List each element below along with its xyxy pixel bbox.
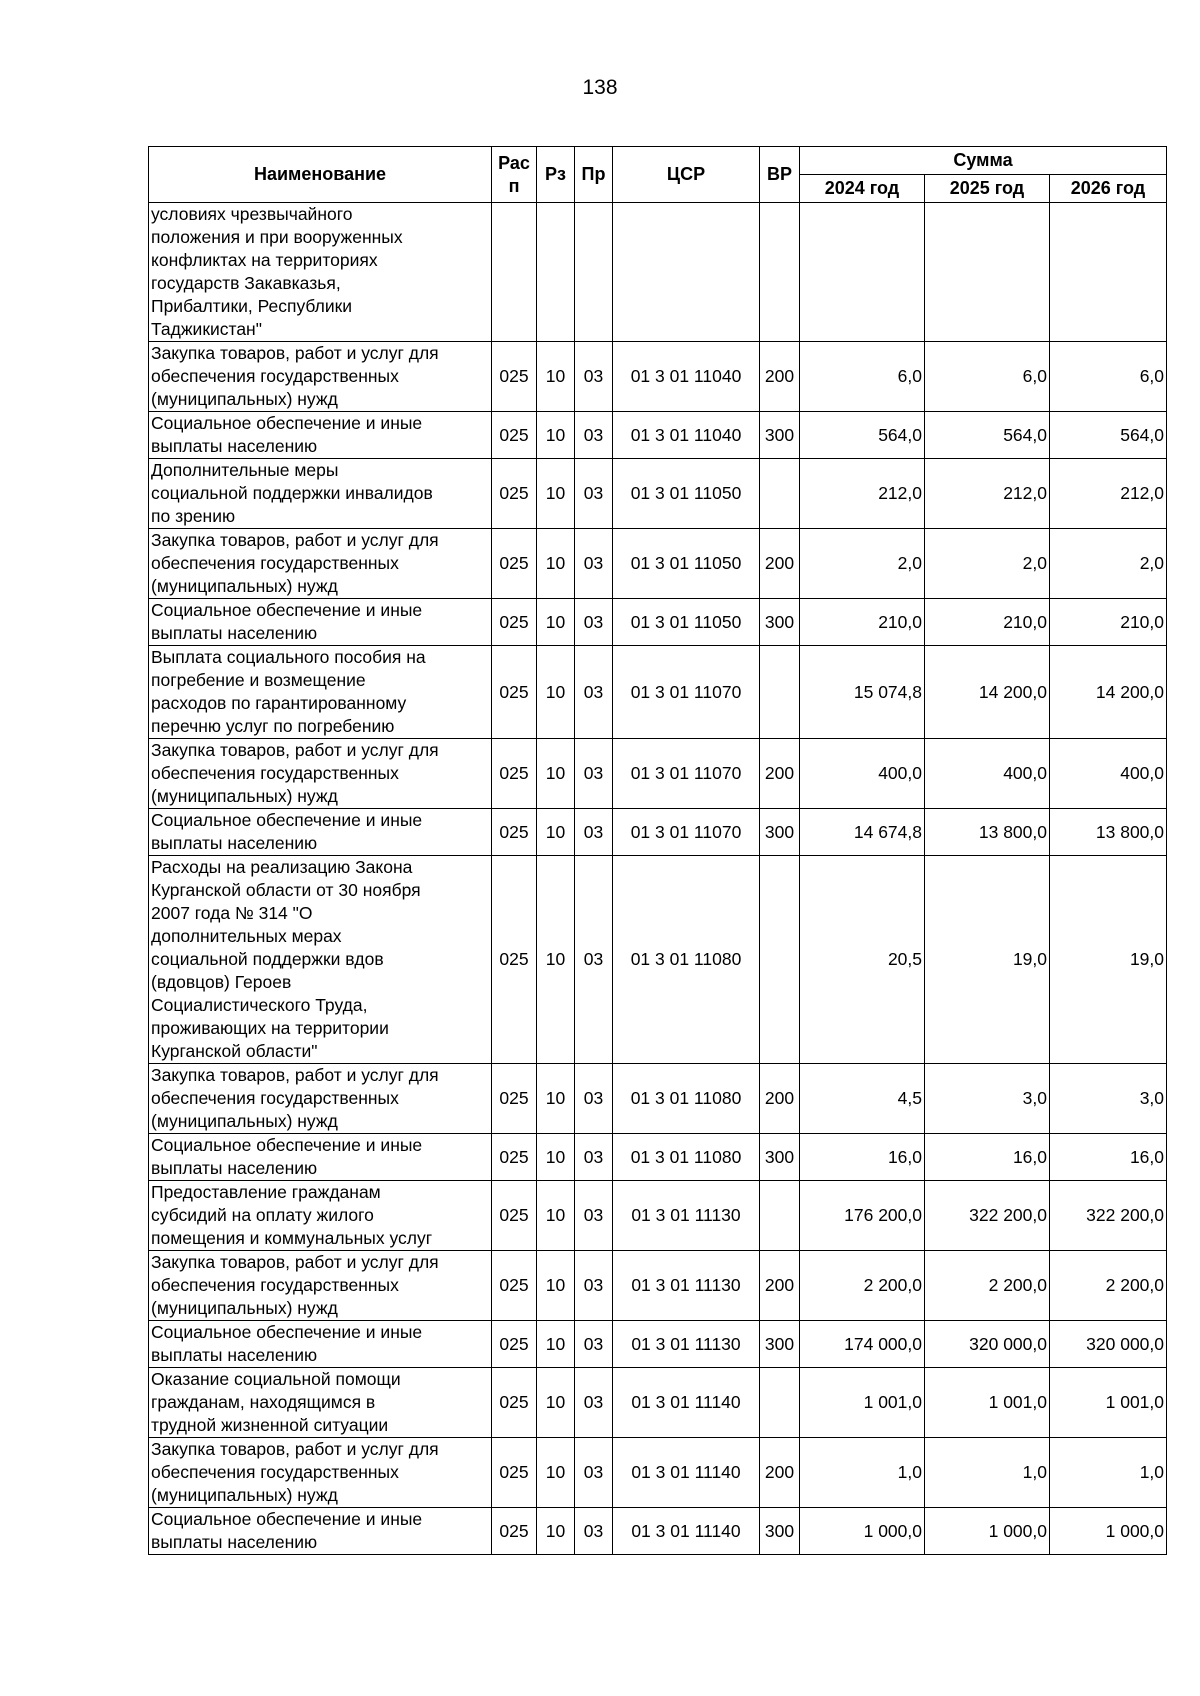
table-row <box>149 1508 1167 1555</box>
cell-vr: 300 <box>760 809 800 856</box>
cell-sum-2024: 1 000,0 <box>800 1508 925 1555</box>
cell-name-line: обеспечения государственных <box>151 553 399 573</box>
table-row <box>149 342 1167 412</box>
cell-sum-2024: 14 674,8 <box>800 809 925 856</box>
cell-sum-2024: 6,0 <box>800 342 925 412</box>
cell-name <box>149 809 492 856</box>
cell-pr: 03 <box>575 1438 613 1508</box>
cell-sum-2024: 210,0 <box>800 599 925 646</box>
cell-name <box>149 342 492 412</box>
cell-csr: 01 3 01 11070 <box>613 739 760 809</box>
cell-rasp: 025 <box>492 1251 537 1321</box>
cell-vr: 300 <box>760 412 800 459</box>
cell-name-line: выплаты населению <box>151 1532 318 1552</box>
cell-name-line: Социальное обеспечение и иные <box>151 810 423 830</box>
table-row <box>149 599 1167 646</box>
cell-sum-2025: 320 000,0 <box>925 1321 1050 1368</box>
cell-pr: 03 <box>575 529 613 599</box>
header-sum: Сумма <box>800 147 1167 175</box>
cell-rz: 10 <box>537 1368 575 1438</box>
cell-name-line: Таджикистан" <box>151 319 262 339</box>
cell-rasp: 025 <box>492 342 537 412</box>
cell-sum-2025: 210,0 <box>925 599 1050 646</box>
cell-sum-2025: 2,0 <box>925 529 1050 599</box>
table-row <box>149 412 1167 459</box>
cell-sum-2026: 400,0 <box>1050 739 1167 809</box>
cell-rasp: 025 <box>492 529 537 599</box>
cell-name <box>149 856 492 1064</box>
cell-rasp: 025 <box>492 1321 537 1368</box>
cell-pr: 03 <box>575 809 613 856</box>
cell-name-line: выплаты населению <box>151 1158 318 1178</box>
cell-pr: 03 <box>575 1251 613 1321</box>
cell-name-line: проживающих на территории <box>151 1018 389 1038</box>
cell-sum-2024: 212,0 <box>800 459 925 529</box>
cell-name-line: Курганской области от 30 ноября <box>151 880 421 900</box>
cell-csr: 01 3 01 11070 <box>613 646 760 739</box>
table-row <box>149 529 1167 599</box>
cell-sum-2025: 1 000,0 <box>925 1508 1050 1555</box>
header-rasp-line1: Рас <box>498 152 530 173</box>
cell-sum-2024: 1 001,0 <box>800 1368 925 1438</box>
budget-table <box>148 146 1167 1555</box>
cell-csr: 01 3 01 11140 <box>613 1508 760 1555</box>
cell-name-line: (вдовцов) Героев <box>151 972 292 992</box>
cell-sum-2025: 13 800,0 <box>925 809 1050 856</box>
cell-sum-2025: 2 200,0 <box>925 1251 1050 1321</box>
cell-sum-2026: 2 200,0 <box>1050 1251 1167 1321</box>
cell-sum-2025: 1 001,0 <box>925 1368 1050 1438</box>
cell-name-line: Прибалтики, Республики <box>151 296 353 316</box>
table-row <box>149 1181 1167 1251</box>
cell-name-line: условиях чрезвычайного <box>151 204 353 224</box>
cell-sum-2024: 16,0 <box>800 1134 925 1181</box>
cell-name-line: гражданам, находящимся в <box>151 1392 376 1412</box>
cell-vr <box>760 646 800 739</box>
cell-rz <box>537 203 575 342</box>
cell-name-line: обеспечения государственных <box>151 763 399 783</box>
cell-name-line: государств Закавказья, <box>151 273 341 293</box>
cell-rasp: 025 <box>492 809 537 856</box>
cell-vr: 200 <box>760 1438 800 1508</box>
cell-name-line: помещения и коммунальных услуг <box>151 1228 433 1248</box>
cell-sum-2026: 13 800,0 <box>1050 809 1167 856</box>
cell-pr: 03 <box>575 342 613 412</box>
cell-sum-2026: 6,0 <box>1050 342 1167 412</box>
cell-sum-2024: 564,0 <box>800 412 925 459</box>
header-csr: ЦСР <box>613 147 760 203</box>
cell-sum-2026: 14 200,0 <box>1050 646 1167 739</box>
cell-rasp: 025 <box>492 1134 537 1181</box>
cell-rasp: 025 <box>492 646 537 739</box>
cell-name <box>149 1368 492 1438</box>
cell-sum-2024: 174 000,0 <box>800 1321 925 1368</box>
cell-csr: 01 3 01 11050 <box>613 529 760 599</box>
cell-pr: 03 <box>575 412 613 459</box>
cell-csr: 01 3 01 11140 <box>613 1368 760 1438</box>
cell-csr: 01 3 01 11050 <box>613 459 760 529</box>
cell-name-line: погребение и возмещение <box>151 670 366 690</box>
cell-name <box>149 459 492 529</box>
cell-rasp: 025 <box>492 1508 537 1555</box>
header-rz: Рз <box>537 147 575 203</box>
header-vr: ВР <box>760 147 800 203</box>
table-row <box>149 1438 1167 1508</box>
cell-csr: 01 3 01 11130 <box>613 1181 760 1251</box>
cell-name-line: Предоставление гражданам <box>151 1182 381 1202</box>
header-pr: Пр <box>575 147 613 203</box>
cell-name-line: Оказание социальной помощи <box>151 1369 401 1389</box>
cell-rz: 10 <box>537 599 575 646</box>
cell-name-line: Выплата социального пособия на <box>151 647 426 667</box>
cell-sum-2025: 1,0 <box>925 1438 1050 1508</box>
cell-csr: 01 3 01 11040 <box>613 412 760 459</box>
cell-vr: 300 <box>760 1134 800 1181</box>
cell-csr: 01 3 01 11080 <box>613 1064 760 1134</box>
cell-name-line: расходов по гарантированному <box>151 693 407 713</box>
cell-vr <box>760 856 800 1064</box>
cell-name-line: (муниципальных) нужд <box>151 389 338 409</box>
cell-name-line: Дополнительные меры <box>151 460 339 480</box>
cell-rasp: 025 <box>492 1438 537 1508</box>
cell-sum-2024: 15 074,8 <box>800 646 925 739</box>
cell-name-line: (муниципальных) нужд <box>151 576 338 596</box>
cell-name-line: (муниципальных) нужд <box>151 786 338 806</box>
cell-name-line: Закупка товаров, работ и услуг для <box>151 1439 439 1459</box>
cell-csr: 01 3 01 11080 <box>613 856 760 1064</box>
cell-name <box>149 412 492 459</box>
cell-pr: 03 <box>575 646 613 739</box>
table-row <box>149 739 1167 809</box>
cell-pr: 03 <box>575 1134 613 1181</box>
cell-sum-2024: 4,5 <box>800 1064 925 1134</box>
table-row <box>149 459 1167 529</box>
cell-name-line: Социалистического Труда, <box>151 995 368 1015</box>
cell-name-line: Социальное обеспечение и иные <box>151 1509 423 1529</box>
cell-name-line: выплаты населению <box>151 436 318 456</box>
cell-name <box>149 599 492 646</box>
table-header <box>149 147 1167 203</box>
header-name: Наименование <box>149 147 492 203</box>
cell-sum-2025: 16,0 <box>925 1134 1050 1181</box>
cell-pr <box>575 203 613 342</box>
cell-name-line: обеспечения государственных <box>151 366 399 386</box>
cell-csr: 01 3 01 11130 <box>613 1321 760 1368</box>
cell-pr: 03 <box>575 1321 613 1368</box>
cell-rz: 10 <box>537 412 575 459</box>
cell-pr: 03 <box>575 459 613 529</box>
header-rasp <box>492 147 537 203</box>
cell-name <box>149 1181 492 1251</box>
cell-name-line: Закупка товаров, работ и услуг для <box>151 343 439 363</box>
cell-pr: 03 <box>575 856 613 1064</box>
cell-rasp: 025 <box>492 739 537 809</box>
cell-vr: 300 <box>760 599 800 646</box>
cell-rz: 10 <box>537 1321 575 1368</box>
cell-name-line: обеспечения государственных <box>151 1275 399 1295</box>
cell-sum-2026: 322 200,0 <box>1050 1181 1167 1251</box>
cell-vr <box>760 203 800 342</box>
cell-csr <box>613 203 760 342</box>
cell-name-line: (муниципальных) нужд <box>151 1111 338 1131</box>
cell-rz: 10 <box>537 529 575 599</box>
cell-csr: 01 3 01 11040 <box>613 342 760 412</box>
cell-name-line: выплаты населению <box>151 833 318 853</box>
cell-sum-2025: 3,0 <box>925 1064 1050 1134</box>
cell-sum-2025: 6,0 <box>925 342 1050 412</box>
cell-vr: 300 <box>760 1321 800 1368</box>
cell-sum-2026: 1 000,0 <box>1050 1508 1167 1555</box>
header-year-2025: 2025 год <box>925 175 1050 203</box>
cell-pr: 03 <box>575 1508 613 1555</box>
cell-name-line: Социальное обеспечение и иные <box>151 600 423 620</box>
cell-sum-2026: 564,0 <box>1050 412 1167 459</box>
cell-rz: 10 <box>537 739 575 809</box>
cell-rasp: 025 <box>492 1368 537 1438</box>
cell-name-line: по зрению <box>151 506 236 526</box>
cell-sum-2024 <box>800 203 925 342</box>
cell-pr: 03 <box>575 1064 613 1134</box>
cell-vr: 200 <box>760 529 800 599</box>
cell-sum-2026 <box>1050 203 1167 342</box>
cell-sum-2025 <box>925 203 1050 342</box>
cell-rasp: 025 <box>492 459 537 529</box>
cell-csr: 01 3 01 11140 <box>613 1438 760 1508</box>
cell-rasp: 025 <box>492 412 537 459</box>
cell-name-line: выплаты населению <box>151 623 318 643</box>
cell-name-line: Закупка товаров, работ и услуг для <box>151 530 439 550</box>
cell-sum-2024: 400,0 <box>800 739 925 809</box>
cell-sum-2024: 1,0 <box>800 1438 925 1508</box>
cell-sum-2024: 2,0 <box>800 529 925 599</box>
cell-name-line: Социальное обеспечение и иные <box>151 413 423 433</box>
cell-name-line: обеспечения государственных <box>151 1462 399 1482</box>
table-row <box>149 1368 1167 1438</box>
cell-name-line: 2007 года № 314 "О <box>151 903 313 923</box>
cell-name-line: Курганской области" <box>151 1041 318 1061</box>
cell-sum-2024: 176 200,0 <box>800 1181 925 1251</box>
cell-name <box>149 1251 492 1321</box>
cell-sum-2026: 320 000,0 <box>1050 1321 1167 1368</box>
cell-csr: 01 3 01 11050 <box>613 599 760 646</box>
cell-sum-2026: 1,0 <box>1050 1438 1167 1508</box>
page-number: 138 <box>582 76 618 99</box>
cell-name-line: (муниципальных) нужд <box>151 1298 338 1318</box>
cell-name-line: социальной поддержки вдов <box>151 949 384 969</box>
cell-sum-2026: 16,0 <box>1050 1134 1167 1181</box>
cell-rz: 10 <box>537 809 575 856</box>
cell-rz: 10 <box>537 1064 575 1134</box>
cell-rz: 10 <box>537 646 575 739</box>
table-row <box>149 203 1167 342</box>
cell-vr <box>760 1181 800 1251</box>
cell-name <box>149 1438 492 1508</box>
cell-name-line: обеспечения государственных <box>151 1088 399 1108</box>
cell-sum-2025: 400,0 <box>925 739 1050 809</box>
cell-name-line: Расходы на реализацию Закона <box>151 857 413 877</box>
cell-csr: 01 3 01 11080 <box>613 1134 760 1181</box>
cell-name-line: Закупка товаров, работ и услуг для <box>151 1065 439 1085</box>
cell-sum-2026: 2,0 <box>1050 529 1167 599</box>
cell-name <box>149 1321 492 1368</box>
cell-name-line: Закупка товаров, работ и услуг для <box>151 740 439 760</box>
cell-rz: 10 <box>537 1508 575 1555</box>
cell-vr: 200 <box>760 342 800 412</box>
cell-vr: 200 <box>760 1064 800 1134</box>
cell-sum-2025: 212,0 <box>925 459 1050 529</box>
cell-csr: 01 3 01 11130 <box>613 1251 760 1321</box>
cell-name-line: субсидий на оплату жилого <box>151 1205 374 1225</box>
cell-name <box>149 646 492 739</box>
cell-sum-2025: 564,0 <box>925 412 1050 459</box>
cell-sum-2024: 20,5 <box>800 856 925 1064</box>
cell-sum-2026: 1 001,0 <box>1050 1368 1167 1438</box>
cell-rz: 10 <box>537 1181 575 1251</box>
table-row <box>149 1064 1167 1134</box>
cell-pr: 03 <box>575 1181 613 1251</box>
cell-name <box>149 1064 492 1134</box>
cell-sum-2025: 19,0 <box>925 856 1050 1064</box>
cell-vr: 300 <box>760 1508 800 1555</box>
cell-sum-2024: 2 200,0 <box>800 1251 925 1321</box>
cell-pr: 03 <box>575 739 613 809</box>
cell-vr <box>760 459 800 529</box>
cell-name <box>149 1134 492 1181</box>
cell-name-line: дополнительных мерах <box>151 926 342 946</box>
cell-sum-2026: 3,0 <box>1050 1064 1167 1134</box>
cell-rasp <box>492 203 537 342</box>
table-row <box>149 1134 1167 1181</box>
cell-sum-2025: 322 200,0 <box>925 1181 1050 1251</box>
cell-vr <box>760 1368 800 1438</box>
cell-name <box>149 529 492 599</box>
table-row <box>149 809 1167 856</box>
cell-sum-2026: 19,0 <box>1050 856 1167 1064</box>
table-row <box>149 856 1167 1064</box>
cell-rz: 10 <box>537 459 575 529</box>
cell-rz: 10 <box>537 1134 575 1181</box>
table-row <box>149 646 1167 739</box>
cell-name-line: выплаты населению <box>151 1345 318 1365</box>
cell-csr: 01 3 01 11070 <box>613 809 760 856</box>
table-row <box>149 1251 1167 1321</box>
cell-name-line: Социальное обеспечение и иные <box>151 1135 423 1155</box>
cell-rasp: 025 <box>492 599 537 646</box>
cell-vr: 200 <box>760 1251 800 1321</box>
cell-name-line: положения и при вооруженных <box>151 227 403 247</box>
cell-name-line: конфликтах на территориях <box>151 250 378 270</box>
cell-pr: 03 <box>575 599 613 646</box>
table-body <box>149 203 1167 1555</box>
cell-sum-2026: 210,0 <box>1050 599 1167 646</box>
cell-name <box>149 739 492 809</box>
cell-vr: 200 <box>760 739 800 809</box>
cell-name-line: Закупка товаров, работ и услуг для <box>151 1252 439 1272</box>
header-year-2024: 2024 год <box>800 175 925 203</box>
cell-rz: 10 <box>537 856 575 1064</box>
cell-name-line: трудной жизненной ситуации <box>151 1415 389 1435</box>
cell-rasp: 025 <box>492 856 537 1064</box>
cell-name <box>149 203 492 342</box>
cell-sum-2025: 14 200,0 <box>925 646 1050 739</box>
cell-name-line: социальной поддержки инвалидов <box>151 483 433 503</box>
cell-rasp: 025 <box>492 1181 537 1251</box>
header-year-2026: 2026 год <box>1050 175 1167 203</box>
cell-rasp: 025 <box>492 1064 537 1134</box>
cell-rz: 10 <box>537 342 575 412</box>
cell-pr: 03 <box>575 1368 613 1438</box>
cell-sum-2026: 212,0 <box>1050 459 1167 529</box>
header-rasp-line2: п <box>508 175 520 196</box>
cell-name <box>149 1508 492 1555</box>
cell-name-line: перечню услуг по погребению <box>151 716 395 736</box>
cell-rz: 10 <box>537 1251 575 1321</box>
cell-name-line: Социальное обеспечение и иные <box>151 1322 423 1342</box>
cell-rz: 10 <box>537 1438 575 1508</box>
cell-name-line: (муниципальных) нужд <box>151 1485 338 1505</box>
table-row <box>149 1321 1167 1368</box>
